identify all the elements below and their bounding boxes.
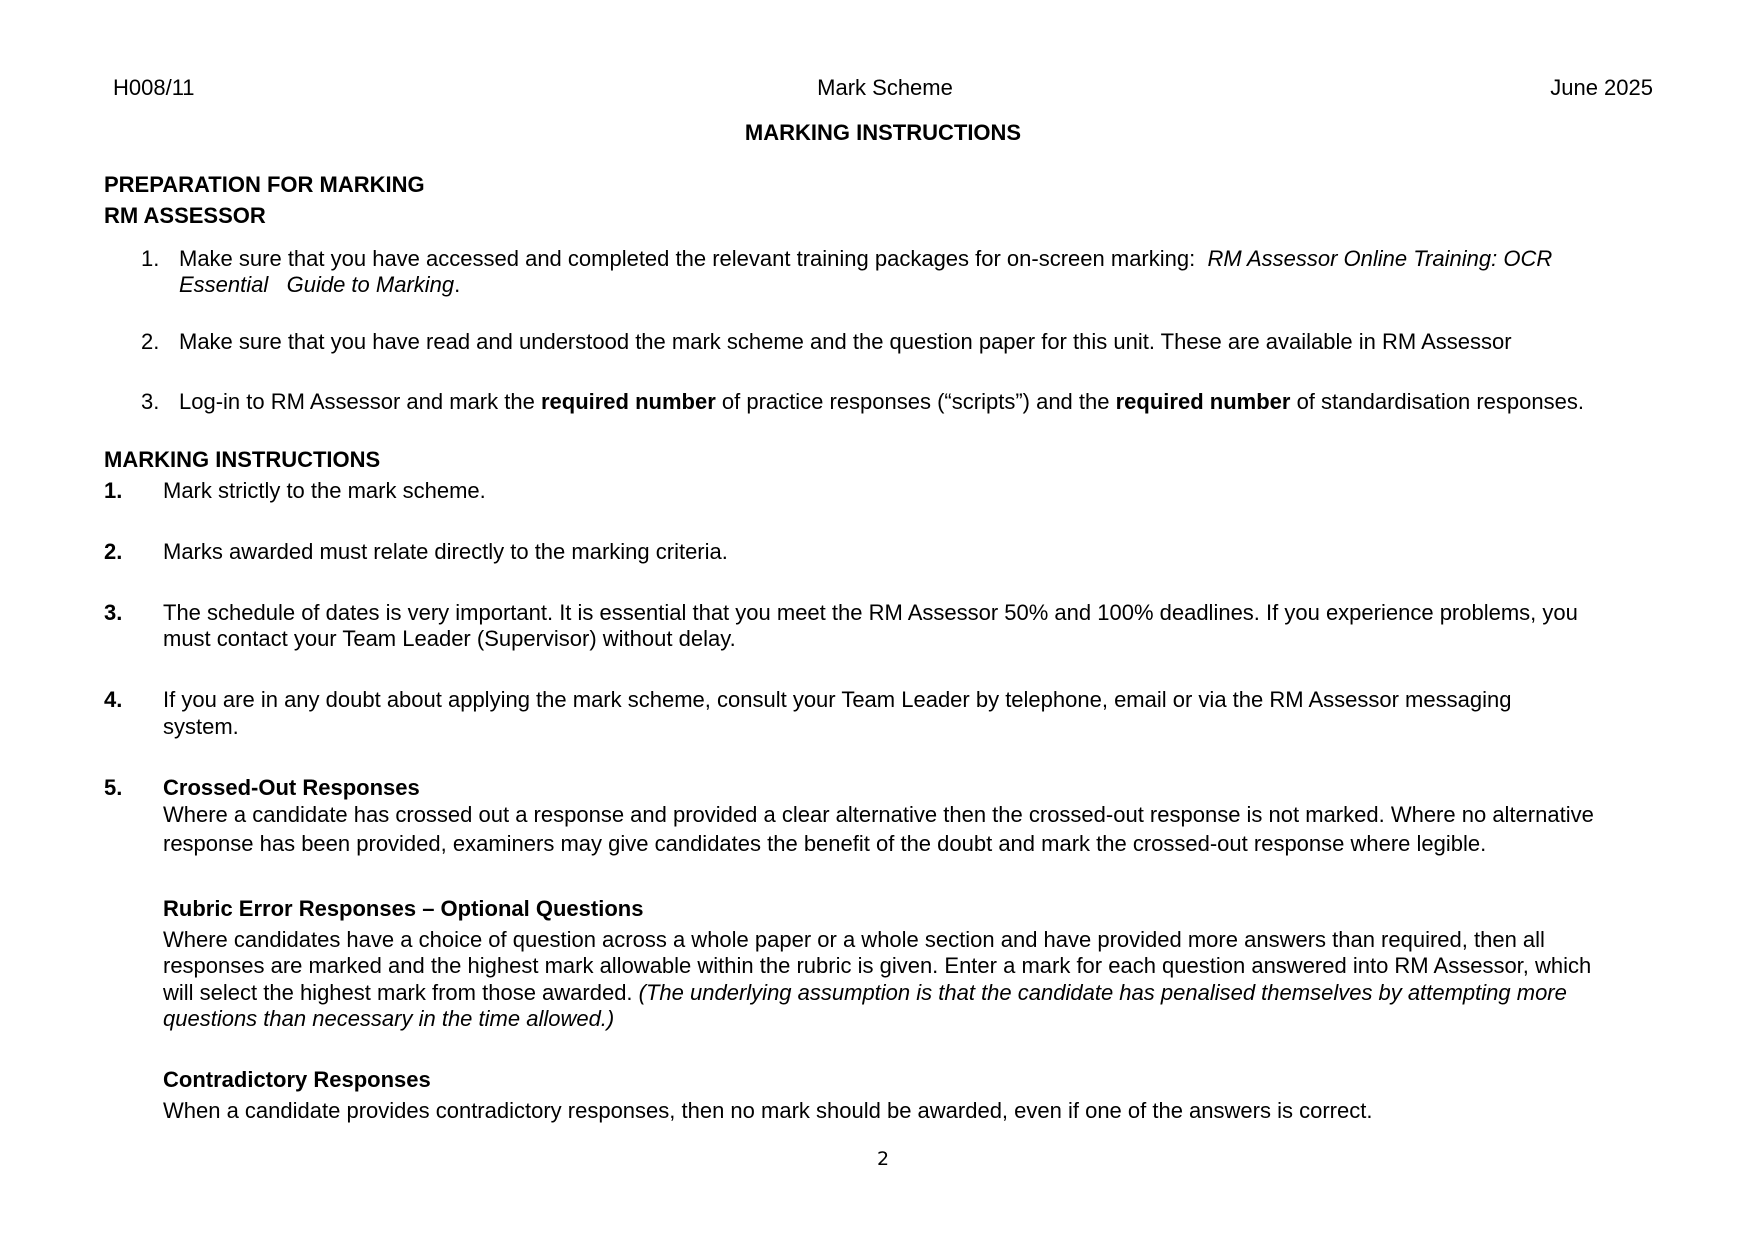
instruction-text: Marks awarded must relate directly to the marking criteria.	[163, 539, 728, 564]
training-title-part-1: RM Assessor Online Training: OCR	[1207, 246, 1553, 271]
instruction-text-line-1: If you are in any doubt about applying the mark scheme, consult your Team Leader by telephone, email or via the RM Assessor messaging	[163, 687, 1512, 712]
required-number-emphasis: required number	[1115, 389, 1291, 414]
rubric-error-heading: Rubric Error Responses – Optional Questions	[163, 896, 644, 921]
header-document-type: Mark Scheme	[817, 75, 953, 100]
prep-item-number: 3.	[141, 389, 160, 414]
header-paper-code: H008/11	[113, 75, 195, 100]
prep-item-text-line-2	[179, 271, 460, 298]
prep-item-text	[179, 388, 1584, 415]
prep-item-text: Make sure that you have read and understood the mark scheme and the question paper for this unit. These are available in RM Assessor	[179, 329, 1512, 354]
rubric-text-plain: will select the highest mark from those awarded.	[163, 980, 633, 1005]
prep-item-text-line-1	[179, 245, 1552, 272]
instruction-text-line-2: must contact your Team Leader (Supervisor) without delay.	[163, 626, 736, 651]
preparation-heading: PREPARATION FOR MARKING	[104, 172, 425, 197]
prep-item-period: .	[454, 272, 461, 297]
instruction-text-line-1: The schedule of dates is very important. It is essential that you meet the RM Assessor 50% and 100% deadlines. If you experience problems, you	[163, 600, 1578, 625]
crossed-out-heading: Crossed-Out Responses	[163, 775, 420, 800]
header-date: June 2025	[1550, 75, 1653, 100]
instruction-number: 5.	[104, 775, 123, 800]
rubric-assumption-note: (The underlying assumption is that the candidate has penalised themselves by attempting more	[638, 980, 1567, 1005]
instruction-number: 2.	[104, 539, 123, 564]
crossed-out-text-line-2: response has been provided, examiners may give candidates the benefit of the doubt and mark the crossed-out response where legible.	[163, 831, 1487, 856]
contradictory-text: When a candidate provides contradictory responses, then no mark should be awarded, even if one of the answers is correct.	[163, 1098, 1373, 1123]
prep-item-text: Make sure that you have accessed and completed the relevant training packages for on-screen marking:	[179, 246, 1196, 271]
instruction-text: Mark strictly to the mark scheme.	[163, 478, 486, 503]
rm-assessor-subheading: RM ASSESSOR	[104, 203, 266, 228]
rubric-text-line-3	[163, 979, 1567, 1006]
rubric-assumption-note-line-2: questions than necessary in the time allowed.)	[163, 1006, 615, 1031]
prep-text-segment: Log-in to RM Assessor and mark the	[179, 389, 535, 414]
training-title-part-2: Essential Guide to Marking	[179, 272, 455, 297]
rubric-text-line-1: Where candidates have a choice of question across a whole paper or a whole section and have provided more answers than required, then all	[163, 927, 1545, 952]
prep-item-number: 1.	[141, 246, 160, 271]
crossed-out-text-line-1: Where a candidate has crossed out a response and provided a clear alternative then the crossed-out response is not marked. Where no alternative	[163, 802, 1594, 827]
prep-text-segment: of standardisation responses.	[1296, 389, 1584, 414]
page-title: MARKING INSTRUCTIONS	[744, 120, 1022, 145]
page-number: 2	[876, 1148, 890, 1170]
instruction-number: 1.	[104, 478, 123, 503]
contradictory-heading: Contradictory Responses	[163, 1067, 431, 1092]
instruction-number: 3.	[104, 600, 123, 625]
prep-text-segment: of practice responses (“scripts”) and the	[721, 389, 1110, 414]
instruction-text-line-2: system.	[163, 714, 239, 739]
required-number-emphasis: required number	[540, 389, 716, 414]
rubric-text-line-2: responses are marked and the highest mark allowable within the rubric is given. Enter a mark for each question answered into RM Assessor, which	[163, 953, 1592, 978]
marking-instructions-heading: MARKING INSTRUCTIONS	[104, 447, 381, 472]
instruction-number: 4.	[104, 687, 123, 712]
prep-item-number: 2.	[141, 329, 160, 354]
